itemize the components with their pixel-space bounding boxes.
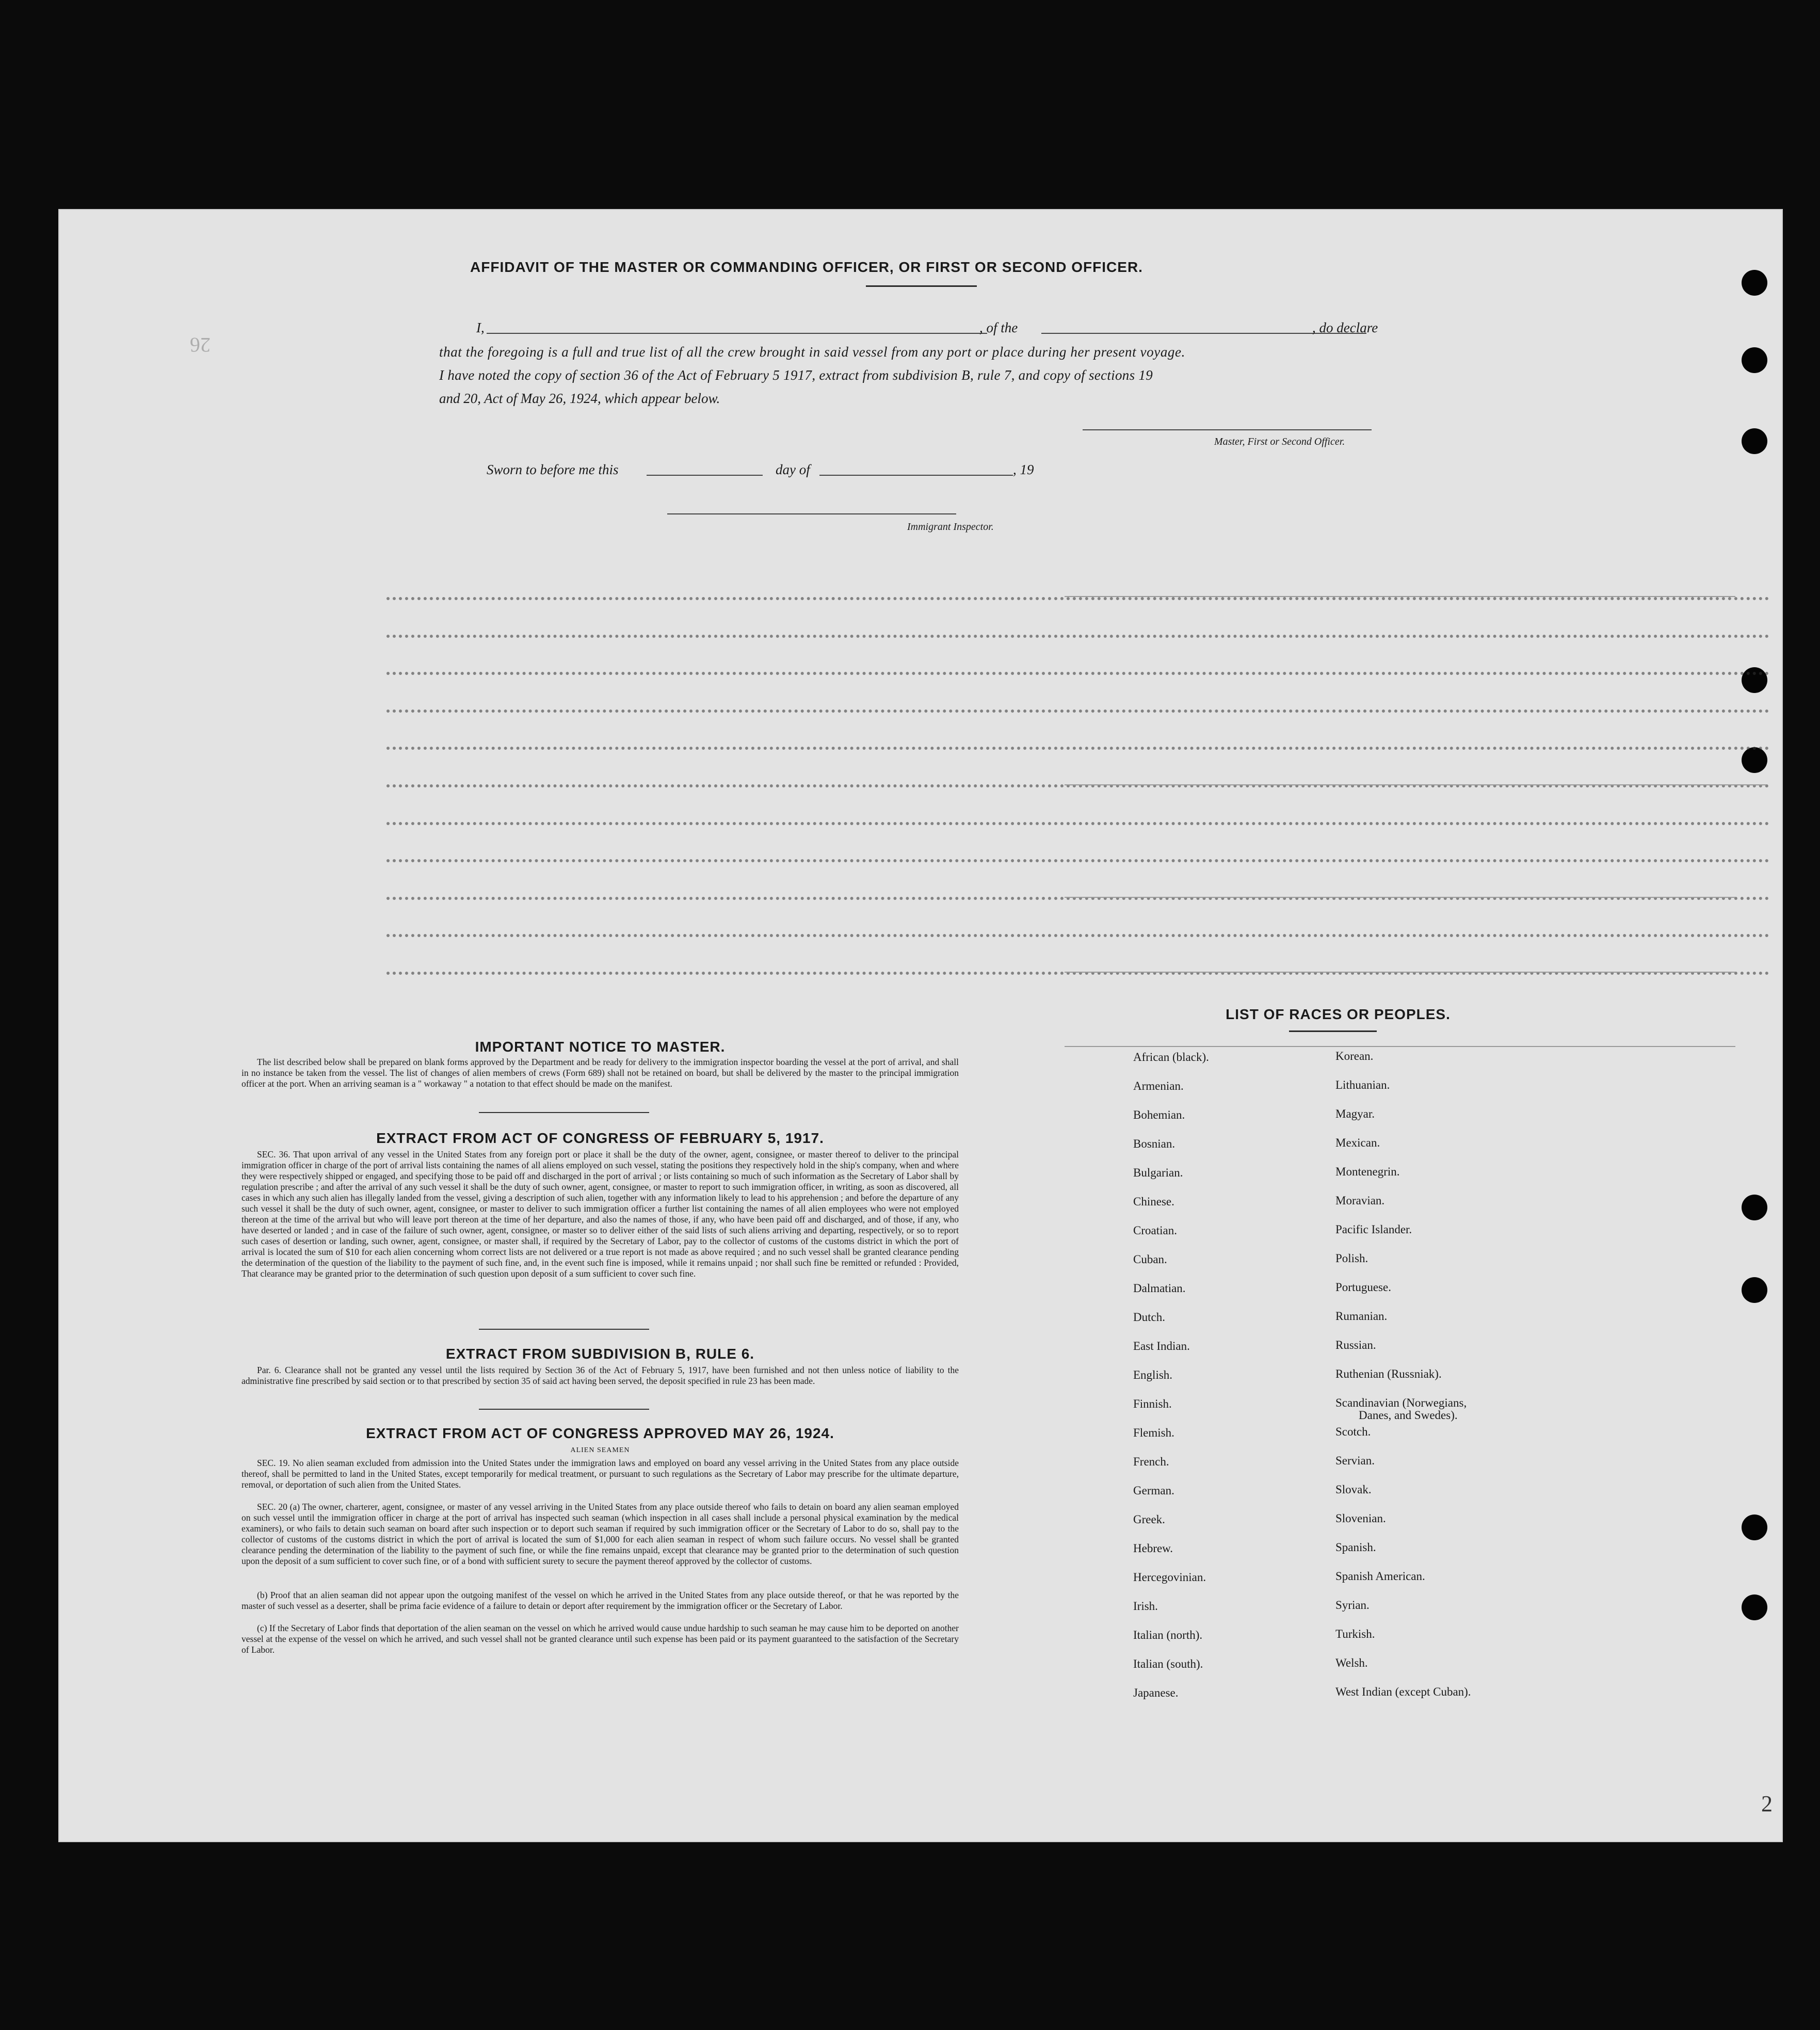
race-item: Dutch.	[1133, 1311, 1165, 1324]
notice-body: The list described below shall be prepared on blank forms approved by the Department and be ready for delivery to the immigration inspector boarding the vessel at the port of arrival, and shall in no instance be taken from the vessel. The list of changes of alien members of crews (Form 689) shall not be retained on board, but shall be delivered by the master to the principal immigration officer at the port. When an arriving seaman is a " workaway " a notation to that effect should be made on the manifest.	[241, 1057, 959, 1089]
dotted-row	[386, 747, 1769, 750]
sworn-month-blank	[819, 475, 1013, 476]
race-item: Russian.	[1335, 1339, 1376, 1351]
race-item: Japanese.	[1133, 1686, 1179, 1699]
races-title: LIST OF RACES OR PEOPLES.	[1226, 1006, 1451, 1022]
race-item: English.	[1133, 1368, 1173, 1381]
race-item: Armenian.	[1133, 1080, 1184, 1092]
race-item: Welsh.	[1335, 1656, 1368, 1669]
punch-hole	[1742, 747, 1767, 773]
race-item: Syrian.	[1335, 1599, 1370, 1612]
rule-6-body: Par. 6. Clearance shall not be granted any vessel until the lists required by Section 36 of the Act of February 5, 1917, have been furnished and not then unless notice of liability to the administrative fine prescribed by said section or to that prescribed by section 35 of said act having been served, the deposit specified in rule 23 has been made.	[241, 1365, 959, 1386]
punch-hole	[1742, 428, 1767, 454]
races-title-underline	[1289, 1030, 1377, 1032]
race-item: Finnish.	[1133, 1397, 1172, 1410]
sworn-day-blank	[647, 475, 763, 476]
name-blank	[487, 333, 987, 334]
race-item: Italian (south).	[1133, 1657, 1203, 1670]
race-item: Flemish.	[1133, 1426, 1174, 1439]
race-item: Turkish.	[1335, 1628, 1375, 1640]
faint-rule	[1065, 784, 1766, 785]
inspector-caption: Immigrant Inspector.	[907, 521, 994, 533]
race-item: Pacific Islander.	[1335, 1223, 1412, 1236]
race-item: Irish.	[1133, 1600, 1158, 1613]
section-separator	[479, 1409, 649, 1410]
race-item: Spanish American.	[1335, 1570, 1425, 1583]
races-column-2	[1335, 1050, 1471, 1715]
extract-1917-body: SEC. 36. That upon arrival of any vessel in the United States from any foreign port or place it shall be the duty of the owner, agent, consignee, or master thereof to deliver to the principal immigration officer in charge of the port of arrival lists containing the names of all aliens employed on such vessel, stating the positions they respectively hold in the ship's company, when and where they were respectively shipped or engaged, and specifying those to be paid off and discharged in the port of arrival ; or lists containing so much of such information as the Secretary of Labor shall by regulation prescribe ; and after the arrival of any such vessel it shall be the duty of such owner, agent, consignee, or master to report to such immigration officer, in writing, as soon as discovered, all cases in which any such alien has illegally landed from the vessel, giving a description of such alien, together with any information likely to lead to his apprehension ; and before the departure of any such vessel it shall be the duty of such owner, agent, consignee, or master to deliver to such immigration officer a further list containing the names of all alien employees who were not employed thereon at the time of the arrival but who will leave port thereon at the time of her departure, and also the names of those, if any, who have been paid off and discharged, and of those, if any, who have deserted or landed ; and in case of the failure of such owner, agent, consignee, or master so to deliver either of the said lists of such aliens arriving and departing, respectively, or so to report such cases of desertion or landing, such owner, agent, consignee, or master shall, if required by the Secretary of Labor, pay to the collector of customs of the customs district in which the port of arrival is located the sum of $10 for each alien concerning whom correct lists are not delivered or a true report is not made as above required ; and no such vessel shall be granted clearance pending the determination of the question of the liability to the payment of such fine, and, in the event such fine is imposed, while it remains unpaid ; nor shall such fine be remitted or refunded : Provided, That clearance may be granted prior to the determination of such question upon deposit of a sum sufficient to cover such fine.	[241, 1149, 959, 1279]
dotted-row	[386, 934, 1769, 937]
race-item: Moravian.	[1335, 1194, 1385, 1207]
race-item: Ruthenian (Russniak).	[1335, 1367, 1442, 1380]
race-item: African (black).	[1133, 1051, 1209, 1064]
race-item: Bosnian.	[1133, 1137, 1175, 1150]
race-item: Bohemian.	[1133, 1108, 1185, 1121]
dotted-row	[386, 635, 1769, 638]
dotted-row	[386, 822, 1769, 825]
race-item: Chinese.	[1133, 1195, 1174, 1208]
rule-6-title: EXTRACT FROM SUBDIVISION B, RULE 6.	[445, 1346, 755, 1362]
punch-hole	[1742, 347, 1767, 373]
dotted-row	[386, 710, 1769, 713]
race-item: Greek.	[1133, 1513, 1165, 1526]
race-item: French.	[1133, 1455, 1169, 1468]
declaration-line-1b: , of the	[979, 320, 1018, 335]
race-item: Dalmatian.	[1133, 1282, 1186, 1295]
race-item: Bulgarian.	[1133, 1166, 1183, 1179]
section-20c-body: (c) If the Secretary of Labor finds that deportation of the alien seaman on the vessel on which he arrived would cause undue hardship to such seaman he may cause him to be deported on another vessel at the expense of the vessel on which he arrived, and such vessel shall not be granted clearance until such expense has been paid or its payment guaranteed to the satisfaction of the Secretary of Labor.	[241, 1623, 959, 1655]
dotted-row	[386, 672, 1769, 675]
faint-rule	[1065, 897, 1735, 898]
race-item: German.	[1133, 1484, 1174, 1497]
race-item: Polish.	[1335, 1252, 1368, 1265]
faint-rule	[1065, 596, 1735, 597]
declaration-line-2: that the foregoing is a full and true list of all the crew brought in said vessel from any port or place during her present voyage.	[439, 344, 1185, 360]
punch-hole	[1742, 1515, 1767, 1540]
race-item: Scotch.	[1335, 1425, 1371, 1438]
race-item: Italian (north).	[1133, 1629, 1203, 1641]
title-underline	[866, 285, 977, 287]
sworn-text-b: day of	[776, 462, 810, 477]
races-column-1	[1133, 1051, 1209, 1716]
race-item: Hebrew.	[1133, 1542, 1173, 1555]
race-item: Montenegrin.	[1335, 1165, 1400, 1178]
declaration-line-4: and 20, Act of May 26, 1924, which appear below.	[439, 391, 720, 406]
affidavit-title: AFFIDAVIT OF THE MASTER OR COMMANDING OFFICER, OR FIRST OR SECOND OFFICER.	[470, 259, 1143, 275]
declaration-line-1c: , do declare	[1312, 320, 1378, 335]
race-item: East Indian.	[1133, 1340, 1190, 1352]
race-item: Magyar.	[1335, 1107, 1375, 1120]
extract-1924-title: EXTRACT FROM ACT OF CONGRESS APPROVED MAY 26, 1924.	[366, 1425, 834, 1441]
punch-hole	[1742, 1594, 1767, 1620]
dotted-row	[386, 859, 1769, 862]
race-item: Lithuanian.	[1335, 1078, 1390, 1091]
punch-hole	[1742, 1277, 1767, 1303]
declaration-line-3: I have noted the copy of section 36 of the Act of February 5 1917, extract from subdivision B, rule 7, and copy of sections 19	[439, 367, 1153, 383]
race-item: West Indian (except Cuban).	[1335, 1685, 1471, 1698]
faint-rule	[1065, 1046, 1735, 1047]
race-item: Mexican.	[1335, 1136, 1380, 1149]
extract-1917-title: EXTRACT FROM ACT OF CONGRESS OF FEBRUARY 5, 1917.	[376, 1130, 824, 1146]
race-item: Rumanian.	[1335, 1310, 1388, 1323]
race-item: Croatian.	[1133, 1224, 1177, 1237]
race-item	[1335, 1397, 1471, 1426]
race-item: Slovenian.	[1335, 1512, 1386, 1525]
race-item-continuation: Danes, and Swedes).	[1359, 1409, 1458, 1422]
race-item: Cuban.	[1133, 1253, 1167, 1266]
sworn-text-c: , 19	[1013, 462, 1034, 477]
corner-mark: 2	[1761, 1791, 1773, 1816]
race-item: Servian.	[1335, 1454, 1375, 1467]
race-item: Slovak.	[1335, 1483, 1372, 1496]
race-item: Hercegovinian.	[1133, 1571, 1206, 1584]
section-20a-body: SEC. 20 (a) The owner, charterer, agent, consignee, or master of any vessel arriving in the United States from any place outside thereof who fails to detain on board any alien seaman employed on such vessel until the immigration officer in charge at the port of arrival has inspected such seaman (which inspection in all cases shall include a personal physical examination by the medical examiners), or who fails to detain such seaman on board after such inspection or to deport such seaman if required by such immigration officer or the Secretary of Labor to do so, shall pay to the collector of customs of the customs district in which the port of arrival is located the sum of $1,000 for each alien seaman in respect of whom such failure occurs. No vessel shall be granted clearance pending the determination of the liability to the payment of such fine, or while the fine remains unpaid, except that clearance may be granted prior to the determination of such question upon the deposit of a sum sufficient to cover such fine, or of a bond with sufficient surety to secure the payment thereof approved by the collector of customs.	[241, 1502, 959, 1566]
inspector-signature-blank	[667, 513, 956, 514]
section-separator	[479, 1329, 649, 1330]
section-20b-body: (b) Proof that an alien seaman did not appear upon the outgoing manifest of the vessel on which he arrived in the United States from any place outside thereof, or that he was reported by the master of such vessel as a deserter, shall be prima facie evidence of a failure to detain or deport after requirement by the immigration officer or the Secretary of Labor.	[241, 1590, 959, 1611]
document-sheet	[58, 209, 1783, 1842]
faint-rule	[1065, 972, 1735, 973]
declaration-line-1a: I,	[476, 320, 485, 335]
sworn-text-a: Sworn to before me this	[487, 462, 619, 477]
alien-seamen-subtitle: ALIEN SEAMEN	[570, 1446, 630, 1454]
section-19-body: SEC. 19. No alien seaman excluded from admission into the United States under the immigration laws and employed on board any vessel arriving in the United States from any place outside thereof, shall be permitted to land in the United States, except temporarily for medical treatment, or pursuant to such regulations as the Secretary of Labor may prescribe for the ultimate departure, removal, or deportation of such alien from the United States.	[241, 1458, 959, 1490]
punch-hole	[1742, 270, 1767, 296]
signature-caption: Master, First or Second Officer.	[1214, 436, 1345, 447]
race-item: Spanish.	[1335, 1541, 1376, 1554]
race-item-line: Scandinavian (Norwegians,	[1335, 1396, 1467, 1409]
dotted-row	[386, 597, 1769, 600]
section-separator	[479, 1112, 649, 1113]
punch-hole	[1742, 1195, 1767, 1220]
race-item: Portuguese.	[1335, 1281, 1391, 1294]
faded-page-number: 26	[190, 333, 211, 357]
signature-blank	[1083, 429, 1372, 430]
punch-hole	[1742, 667, 1767, 693]
race-item: Korean.	[1335, 1050, 1374, 1062]
notice-title: IMPORTANT NOTICE TO MASTER.	[475, 1039, 726, 1055]
